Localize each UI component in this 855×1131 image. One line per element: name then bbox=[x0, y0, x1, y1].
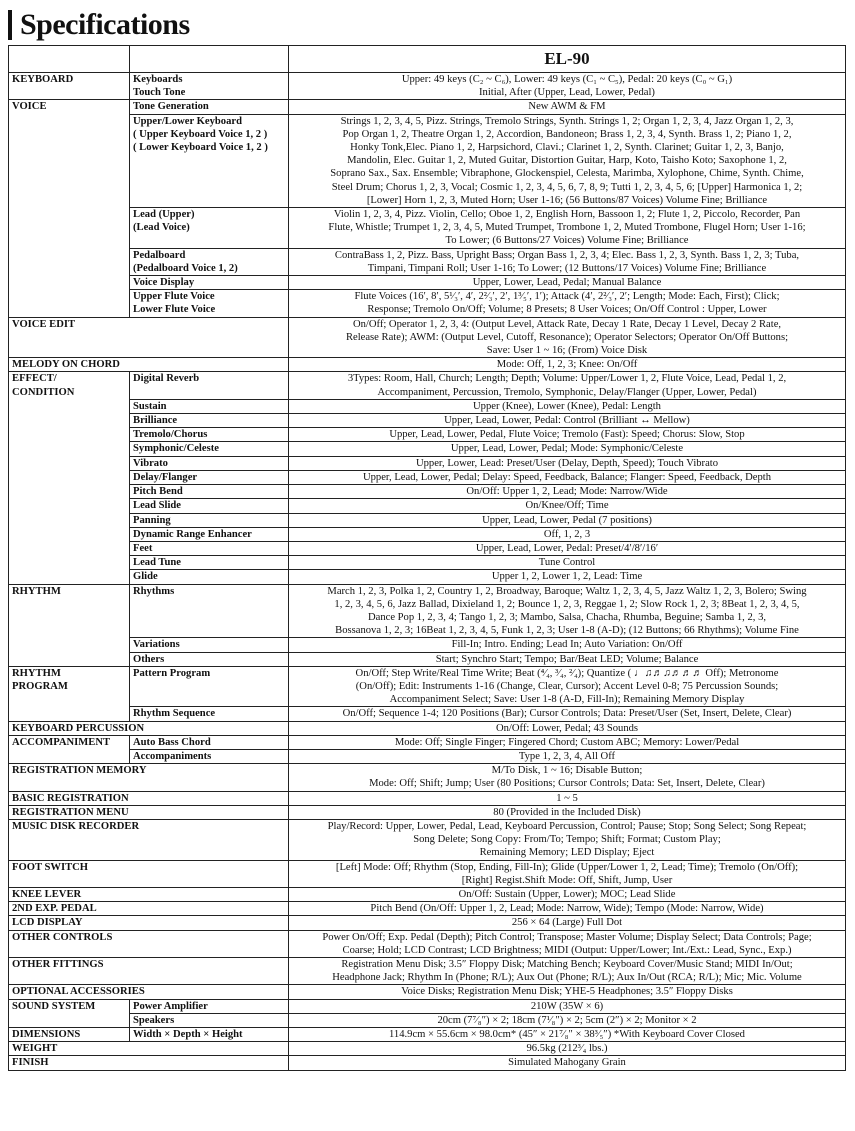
spec-value bbox=[289, 428, 846, 442]
spec-category: KEYBOARD bbox=[9, 73, 130, 100]
spec-value bbox=[289, 276, 846, 290]
spec-subcategory-line: Digital Reverb bbox=[133, 373, 200, 385]
spec-value bbox=[289, 470, 846, 484]
spec-category: REGISTRATION MENU bbox=[9, 805, 289, 819]
spec-value-line: Upper, Lower, Lead, Pedal; Manual Balance bbox=[472, 277, 662, 289]
model-header-row bbox=[9, 46, 846, 73]
spec-value bbox=[289, 764, 846, 791]
spec-subcategory-line: Pedalboard bbox=[133, 249, 186, 261]
spec-row bbox=[9, 819, 846, 860]
spec-value bbox=[289, 358, 846, 372]
spec-value-line: On/Knee/Off; Time bbox=[525, 500, 609, 512]
spec-category: DIMENSIONS bbox=[9, 1028, 130, 1042]
spec-value-line: Violin 1, 2, 3, 4, Pizz. Violin, Cello; Oboe 1, 2, English Horn, Bassoon 1, 2; Flute 1, 2, Piccolo, Recorder, Pan bbox=[333, 209, 801, 221]
spec-category: REGISTRATION MEMORY bbox=[9, 764, 289, 791]
spec-subcategory bbox=[130, 527, 289, 541]
spec-subcategory-line: Rhythm Sequence bbox=[133, 708, 216, 720]
spec-row bbox=[9, 1013, 846, 1027]
model-blank-cell bbox=[130, 46, 289, 73]
spec-row bbox=[9, 930, 846, 957]
spec-value-line: [Left] Mode: Off; Rhythm (Stop, Ending, Fill-In); Glide (Upper/Lower 1, 2, Lead; Time); Tremolo (On/Off); bbox=[335, 861, 799, 873]
spec-subcategory-line: Width × Depth × Height bbox=[133, 1029, 243, 1041]
spec-row bbox=[9, 902, 846, 916]
spec-value bbox=[289, 414, 846, 428]
spec-subcategory-line: Touch Tone bbox=[133, 87, 186, 99]
spec-subcategory bbox=[130, 208, 289, 249]
spec-row bbox=[9, 358, 846, 372]
spec-value-line: Headphone Jack; Rhythm In (Phone; R/L); Aux Out (Phone; R/L); Aux In/Out (RCA; R/L); Mic; Mic. Volume bbox=[332, 972, 802, 984]
spec-value-line: Upper, Lead, Lower, Pedal, Flute Voice; Tremolo (Fast): Speed; Chorus: Slow, Stop bbox=[389, 429, 745, 441]
spec-subcategory-line: Feet bbox=[133, 542, 153, 554]
spec-row bbox=[9, 208, 846, 249]
spec-value-line: Flute Voices (16′, 8′, 5¹⁄₃′, 4′, 2²⁄₃′, 2′, 1³⁄₅′, 1′); Attack (4′, 2²⁄₃′, 2′; Length; Mode: Each, First); Click; bbox=[354, 291, 780, 303]
spec-subcategory bbox=[130, 73, 289, 100]
spec-subcategory-line: Dynamic Range Enhancer bbox=[133, 528, 252, 540]
spec-subcategory bbox=[130, 584, 289, 638]
spec-value-line: 256 × 64 (Large) Full Dot bbox=[511, 917, 623, 929]
spec-value bbox=[289, 541, 846, 555]
spec-value-line: Upper: 49 keys (C₂ ~ C₆), Lower: 49 keys (C₁ ~ C₅), Pedal: 20 keys (C₀ ~ G₁) bbox=[401, 74, 733, 85]
spec-subcategory bbox=[130, 499, 289, 513]
spec-row bbox=[9, 485, 846, 499]
spec-subcategory-line: Brilliance bbox=[133, 415, 178, 427]
spec-value bbox=[289, 1042, 846, 1056]
spec-subcategory-line: Lead Slide bbox=[133, 500, 181, 512]
spec-value bbox=[289, 527, 846, 541]
spec-row bbox=[9, 114, 846, 207]
spec-value bbox=[289, 442, 846, 456]
spec-subcategory bbox=[130, 1013, 289, 1027]
spec-row bbox=[9, 584, 846, 638]
spec-category: OPTIONAL ACCESSORIES bbox=[9, 985, 289, 999]
spec-value-line: On/Off: Upper 1, 2, Lead; Mode: Narrow/Wide bbox=[466, 486, 668, 498]
spec-subcategory bbox=[130, 100, 289, 114]
spec-category: KEYBOARD PERCUSSION bbox=[9, 721, 289, 735]
spec-value-line: March 1, 2, 3, Polka 1, 2, Country 1, 2, Broadway, Baroque; Waltz 1, 2, 3, 4, 5, Jazz Waltz 1, 2, 3, Bolero; Swing bbox=[327, 585, 807, 597]
spec-row bbox=[9, 916, 846, 930]
spec-value-line: New AWM & FM bbox=[528, 101, 606, 113]
spec-row bbox=[9, 317, 846, 358]
model-blank-cell bbox=[9, 46, 130, 73]
spec-value-line: Registration Menu Disk; 3.5″ Floppy Disk; Matching Bench; Keyboard Cover/Music Stand; MIDI In/Out; bbox=[341, 959, 793, 970]
spec-row bbox=[9, 721, 846, 735]
spec-subcategory-line: Voice Display bbox=[133, 277, 195, 289]
spec-subcategory-line: Auto Bass Chord bbox=[133, 736, 211, 748]
spec-value bbox=[289, 399, 846, 413]
spec-value bbox=[289, 73, 846, 100]
spec-value bbox=[289, 902, 846, 916]
spec-table bbox=[8, 45, 846, 1071]
spec-value-line: Pitch Bend (On/Off: Upper 1, 2, Lead; Mode: Narrow, Wide); Tempo (Mode: Narrow, Wide) bbox=[370, 903, 764, 915]
spec-row bbox=[9, 414, 846, 428]
spec-value-line: 80 (Provided in the Included Disk) bbox=[493, 806, 641, 818]
spec-subcategory bbox=[130, 399, 289, 413]
spec-value bbox=[289, 456, 846, 470]
spec-category: VOICE EDIT bbox=[9, 317, 289, 358]
spec-subcategory bbox=[130, 666, 289, 707]
spec-value-line: [Right] Regist.Shift Mode: Off, Shift, Jump, User bbox=[461, 874, 673, 886]
spec-row bbox=[9, 276, 846, 290]
spec-subcategory-line: Speakers bbox=[133, 1014, 175, 1026]
spec-row bbox=[9, 764, 846, 791]
spec-value bbox=[289, 208, 846, 249]
spec-row bbox=[9, 999, 846, 1013]
spec-subcategory-line: Keyboards bbox=[133, 74, 183, 85]
spec-row bbox=[9, 100, 846, 114]
spec-value-line: Simulated Mahogany Grain bbox=[508, 1057, 626, 1069]
spec-subcategory-line: Pitch Bend bbox=[133, 486, 183, 498]
spec-subcategory bbox=[130, 541, 289, 555]
spec-category: OTHER FITTINGS bbox=[9, 958, 289, 985]
spec-value-line: 96.5kg (212³⁄₄ lbs.) bbox=[526, 1043, 608, 1055]
spec-category: VOICE bbox=[9, 100, 130, 317]
spec-value-line: Upper 1, 2, Lower 1, 2, Lead: Time bbox=[491, 571, 643, 583]
spec-row bbox=[9, 470, 846, 484]
spec-value bbox=[289, 1028, 846, 1042]
spec-subcategory bbox=[130, 276, 289, 290]
spec-value bbox=[289, 791, 846, 805]
spec-value bbox=[289, 666, 846, 707]
spec-subcategory-line: Pattern Program bbox=[133, 667, 211, 679]
spec-value-line: Bossanova 1, 2, 3; 16Beat 1, 2, 3, 4, 5, Funk 1, 2, 3; User 1-8 (A-D); (12 Buttons; 66 Rhythms); Volume Fine bbox=[335, 625, 799, 637]
spec-value-line: Strings 1, 2, 3, 4, 5, Pizz. Strings, Tremolo Strings, Synth. Strings 1, 2; Organ 1, 2, 3, 4, Jazz Organ 1, 2, 3, bbox=[340, 115, 794, 127]
spec-value-line: Upper, Lower, Lead: Preset/User (Delay, Depth, Speed); Touch Vibrato bbox=[415, 457, 719, 469]
spec-value bbox=[289, 638, 846, 652]
spec-row bbox=[9, 541, 846, 555]
spec-subcategory-line: Variations bbox=[133, 639, 180, 651]
spec-row bbox=[9, 791, 846, 805]
spec-category bbox=[9, 666, 130, 721]
spec-value-line: 114.9cm × 55.6cm × 98.0cm* (45″ × 21⁷⁄₈″ × 38³⁄₅″) *With Keyboard Cover Closed bbox=[389, 1029, 745, 1041]
spec-subcategory-line: Accompaniments bbox=[133, 750, 212, 762]
spec-subcategory-line: ( Upper Keyboard Voice 1, 2 ) bbox=[133, 128, 268, 140]
spec-value-line: Upper (Knee), Lower (Knee), Pedal: Length bbox=[473, 400, 661, 412]
spec-row bbox=[9, 499, 846, 513]
spec-row bbox=[9, 805, 846, 819]
spec-value-line: Dance Pop 1, 2, 3, 4; Tango 1, 2, 3; Mambo, Salsa, Chacha, Rhumba, Beguine; Samba 1, 2, 3, bbox=[367, 611, 767, 623]
spec-subcategory bbox=[130, 735, 289, 749]
spec-value bbox=[289, 372, 846, 399]
spec-row bbox=[9, 399, 846, 413]
spec-value bbox=[289, 749, 846, 763]
spec-value-line: Accompaniment Select; Save: User 1-8 (A-D, Fill-In); Remaining Memory Display bbox=[389, 694, 745, 706]
spec-category: SOUND SYSTEM bbox=[9, 999, 130, 1027]
spec-subcategory-line: Symphonic/Celeste bbox=[133, 443, 219, 455]
spec-row bbox=[9, 372, 846, 399]
spec-subcategory bbox=[130, 485, 289, 499]
spec-value-line: Upper, Lead, Lower, Pedal; Delay: Speed, Feedback, Balance; Flanger: Speed, Feedback, Depth bbox=[362, 471, 772, 483]
spec-subcategory bbox=[130, 290, 289, 317]
spec-value bbox=[289, 999, 846, 1013]
spec-value bbox=[289, 317, 846, 358]
spec-subcategory bbox=[130, 248, 289, 275]
spec-subcategory-line: Upper/Lower Keyboard bbox=[133, 115, 242, 127]
spec-subcategory bbox=[130, 513, 289, 527]
spec-value-line: On/Off: Lower, Pedal; 43 Sounds bbox=[495, 722, 639, 734]
spec-value-line: To Lower; (6 Buttons/27 Voices) Volume Fine; Brilliance bbox=[445, 235, 689, 247]
spec-subcategory-line: Sustain bbox=[133, 400, 167, 412]
spec-category-line: CONDITION bbox=[12, 386, 75, 398]
spec-row bbox=[9, 456, 846, 470]
spec-subcategory bbox=[130, 707, 289, 721]
spec-subcategory bbox=[130, 428, 289, 442]
spec-row bbox=[9, 1056, 846, 1070]
spec-subcategory-line: ( Lower Keyboard Voice 1, 2 ) bbox=[133, 142, 268, 154]
spec-category-line: RHYTHM bbox=[12, 667, 61, 679]
spec-value bbox=[289, 1013, 846, 1027]
spec-category-line: EFFECT/ bbox=[12, 373, 57, 385]
spec-value-line: Mode: Off, 1, 2, 3; Knee: On/Off bbox=[496, 359, 638, 371]
spec-value bbox=[289, 485, 846, 499]
spec-subcategory-line: Glide bbox=[133, 571, 158, 583]
spec-value-line: ContraBass 1, 2, Pizz. Bass, Upright Bass; Organ Bass 1, 2, 3, 4; Elec. Bass 1, 2, 3, Synth. Bass 1, 2, 3; Tuba, bbox=[334, 249, 800, 261]
spec-subcategory bbox=[130, 570, 289, 584]
spec-value-line: Initial, After (Upper, Lead, Lower, Pedal) bbox=[479, 87, 655, 99]
spec-value bbox=[289, 248, 846, 275]
spec-value bbox=[289, 570, 846, 584]
spec-row bbox=[9, 248, 846, 275]
page-title: Specifications bbox=[20, 8, 190, 41]
spec-category: FOOT SWITCH bbox=[9, 860, 289, 887]
spec-subcategory bbox=[130, 638, 289, 652]
spec-row bbox=[9, 570, 846, 584]
spec-subcategory-line: Lead (Upper) bbox=[133, 209, 195, 221]
spec-subcategory bbox=[130, 470, 289, 484]
page-header bbox=[8, 8, 190, 42]
spec-row bbox=[9, 749, 846, 763]
spec-value bbox=[289, 916, 846, 930]
spec-row bbox=[9, 428, 846, 442]
spec-category: WEIGHT bbox=[9, 1042, 289, 1056]
spec-subcategory-line: (Lead Voice) bbox=[133, 222, 190, 234]
spec-value bbox=[289, 985, 846, 999]
spec-value-line: On/Off; Sequence 1-4; 120 Positions (Bar); Cursor Controls; Data: Preset/User (Set, Insert, Delete, Clear) bbox=[342, 708, 792, 720]
spec-row bbox=[9, 735, 846, 749]
spec-subcategory-line: Panning bbox=[133, 514, 171, 526]
spec-value-line: Voice Disks; Registration Menu Disk; YHE-5 Headphones; 3.5″ Floppy Disks bbox=[401, 986, 733, 998]
spec-value-line: 20cm (7⁷⁄₈″) × 2; 18cm (7¹⁄₈″) × 2; 5cm (2″) × 2; Monitor × 2 bbox=[437, 1014, 697, 1026]
spec-subcategory bbox=[130, 372, 289, 399]
spec-value bbox=[289, 290, 846, 317]
spec-subcategory bbox=[130, 1028, 289, 1042]
spec-row bbox=[9, 860, 846, 887]
spec-row bbox=[9, 652, 846, 666]
spec-category: RHYTHM bbox=[9, 584, 130, 666]
spec-category bbox=[9, 372, 130, 584]
spec-subcategory bbox=[130, 749, 289, 763]
spec-subcategory bbox=[130, 114, 289, 207]
spec-value-line: Soprano Sax., Sax. Ensemble; Vibraphone, Glockenspiel, Celesta, Marimba, Xylophone, Chime, Synth. Chime, bbox=[330, 168, 804, 180]
spec-value-line: Power On/Off; Exp. Pedal (Depth); Pitch Control; Transpose; Master Volume; Display Select; Data Controls; Page; bbox=[322, 931, 812, 943]
spec-subcategory bbox=[130, 652, 289, 666]
spec-subcategory-line: Upper Flute Voice bbox=[133, 291, 215, 303]
spec-value-line: Response; Tremolo On/Off; Volume; 8 Presets; 8 User Voices; On/Off Control : Upper, Lower bbox=[367, 304, 767, 316]
spec-subcategory bbox=[130, 442, 289, 456]
spec-category: LCD DISPLAY bbox=[9, 916, 289, 930]
spec-subcategory bbox=[130, 999, 289, 1013]
spec-row bbox=[9, 985, 846, 999]
spec-value-line: Song Delete; Song Copy: From/To; Tempo; Shift; Format; Custom Play; bbox=[413, 834, 721, 846]
spec-value bbox=[289, 100, 846, 114]
spec-value bbox=[289, 584, 846, 638]
spec-category: FINISH bbox=[9, 1056, 289, 1070]
spec-value-line: Coarse; Hold; LCD Contrast; LCD Brightness; MIDI (Output: Upper/Lower; Int./Ext.: Lead, Sync., Exp.) bbox=[342, 944, 792, 956]
spec-value-line: M/To Disk, 1 ~ 16; Disable Button; bbox=[491, 765, 643, 777]
spec-row bbox=[9, 638, 846, 652]
spec-value-line: Pop Organ 1, 2, Theatre Organ 1, 2, Accordion, Bandoneon; Brass 1, 2, 3, 4, Synth. Brass 1, 2; Piano 1, 2, bbox=[342, 128, 792, 140]
spec-subcategory bbox=[130, 414, 289, 428]
spec-subcategory-line: Power Amplifier bbox=[133, 1000, 208, 1012]
spec-value bbox=[289, 805, 846, 819]
spec-subcategory-line: (Pedalboard Voice 1, 2) bbox=[133, 262, 238, 274]
spec-value-line: Upper, Lead, Lower, Pedal: Preset/4′/8′/16′ bbox=[475, 542, 659, 554]
spec-value-line: On/Off: Sustain (Upper, Lower); MOC; Lead Slide bbox=[458, 888, 676, 900]
spec-row bbox=[9, 513, 846, 527]
spec-subcategory-line: Tone Generation bbox=[133, 101, 209, 113]
spec-value-line: Save: User 1 ~ 16; (From) Voice Disk bbox=[486, 345, 648, 357]
spec-value bbox=[289, 513, 846, 527]
spec-value-line: Release Rate); AWM: (Output Level, Cutoff, Resonance); Operator Selectors; Operator On/Off Buttons; bbox=[345, 331, 789, 343]
spec-subcategory bbox=[130, 456, 289, 470]
spec-value bbox=[289, 930, 846, 957]
spec-row bbox=[9, 887, 846, 901]
spec-value bbox=[289, 499, 846, 513]
spec-subcategory-line: Lead Tune bbox=[133, 557, 181, 569]
spec-value-line: Off, 1, 2, 3 bbox=[543, 528, 591, 540]
spec-value-line: Mode: Off; Single Finger; Fingered Chord; Custom ABC; Memory: Lower/Pedal bbox=[394, 736, 740, 748]
spec-value bbox=[289, 819, 846, 860]
model-name: EL-90 bbox=[289, 46, 846, 73]
spec-value-line: Mode: Off; Shift; Jump; User (80 Positions; Cursor Controls; Data: Set, Insert, Delete, Clear) bbox=[369, 778, 765, 790]
spec-value-line: On/Off; Step Write/Real Time Write; Beat (⁴⁄₄, ³⁄₄, ²⁄₄); Quantize ( ♩♫♬♫♬♬♬ Off); Metronome bbox=[355, 667, 779, 679]
spec-value-line: Type 1, 2, 3, 4, All Off bbox=[518, 750, 616, 762]
spec-value-line: Tune Control bbox=[538, 557, 596, 569]
spec-category-line: PROGRAM bbox=[12, 680, 68, 692]
spec-value bbox=[289, 721, 846, 735]
spec-value bbox=[289, 652, 846, 666]
spec-value-line: (On/Off); Edit: Instruments 1-16 (Change, Clear, Cursor); Accent Level 0-8; 75 Percussion Sounds; bbox=[355, 680, 779, 692]
spec-value bbox=[289, 860, 846, 887]
spec-value-line: 1 ~ 5 bbox=[556, 792, 578, 804]
spec-value-line: 3Types: Room, Hall, Church; Length; Depth; Volume: Upper/Lower 1, 2, Flute Voice, Lead, Pedal 1, 2, bbox=[347, 373, 787, 385]
spec-subcategory-line: Others bbox=[133, 653, 165, 665]
spec-value-line: Fill-In; Intro. Ending; Lead In; Auto Variation: On/Off bbox=[451, 639, 683, 651]
spec-value-line: Flute, Whistle; Trumpet 1, 2, 3, 4, 5, Muted Trumpet, Trombone 1, 2, Muted Trombone, Flugel Horn; User 1-16; bbox=[328, 222, 806, 234]
spec-category: OTHER CONTROLS bbox=[9, 930, 289, 957]
spec-row bbox=[9, 958, 846, 985]
spec-category: ACCOMPANIMENT bbox=[9, 735, 130, 763]
spec-row bbox=[9, 290, 846, 317]
spec-subcategory bbox=[130, 556, 289, 570]
spec-value-line: Remaining Memory; LED Display; Eject bbox=[479, 847, 655, 859]
spec-value-line: Accompaniment, Percussion, Tremolo, Symphonic, Delay/Flanger (Upper, Lower, Pedal) bbox=[377, 386, 757, 398]
header-accent-bar bbox=[8, 10, 12, 40]
spec-row bbox=[9, 666, 846, 707]
spec-row bbox=[9, 1042, 846, 1056]
spec-value-line: [Lower] Horn 1, 2, 3, Muted Horn; User 1-16; (56 Buttons/87 Voices) Volume Fine; Brilliance bbox=[366, 194, 768, 206]
spec-value bbox=[289, 707, 846, 721]
spec-subcategory-line: Rhythms bbox=[133, 585, 175, 597]
spec-category: 2ND EXP. PEDAL bbox=[9, 902, 289, 916]
spec-value bbox=[289, 958, 846, 985]
spec-value bbox=[289, 114, 846, 207]
spec-row bbox=[9, 556, 846, 570]
spec-value bbox=[289, 556, 846, 570]
spec-subcategory-line: Tremolo/Chorus bbox=[133, 429, 208, 441]
spec-value-line: Upper, Lead, Lower, Pedal: Control (Brilliant ↔ Mellow) bbox=[444, 415, 690, 427]
spec-row bbox=[9, 442, 846, 456]
spec-value-line: Play/Record: Upper, Lower, Pedal, Lead, Keyboard Percussion, Control; Pause; Stop; Song Select; Song Repeat; bbox=[327, 820, 807, 832]
spec-value-line: Honky Tonk,Elec. Piano 1, 2, Harpsichord, Clavi.; Clarinet 1, 2, Synth. Clarinet; Guitar 1, 2, 3, Banjo, bbox=[350, 142, 784, 154]
spec-value-line: Mandolin, Elec. Guitar 1, 2, Muted Guitar, Distortion Guitar, Harp, Koto, Taisho Koto; Saxophone 1, 2, bbox=[347, 155, 787, 167]
spec-value bbox=[289, 1056, 846, 1070]
spec-category: KNEE LEVER bbox=[9, 887, 289, 901]
spec-value-line: Start; Synchro Start; Tempo; Bar/Beat LED; Volume; Balance bbox=[435, 653, 699, 665]
spec-subcategory-line: Delay/Flanger bbox=[133, 471, 198, 483]
spec-value-line: Upper, Lead, Lower, Pedal; Mode: Symphonic/Celeste bbox=[450, 443, 684, 455]
spec-value bbox=[289, 735, 846, 749]
spec-value-line: 1, 2, 3, 4, 5, 6, Jazz Ballad, Dixieland 1, 2; Bounce 1, 2, 3, Reggae 1, 2; Slow Rock 1, 2, 3; 8Beat 1, 2, 3, 4, 5, bbox=[334, 598, 800, 610]
spec-category: MUSIC DISK RECORDER bbox=[9, 819, 289, 860]
spec-row bbox=[9, 707, 846, 721]
spec-row bbox=[9, 527, 846, 541]
spec-value bbox=[289, 887, 846, 901]
spec-value-line: 210W (35W × 6) bbox=[530, 1000, 604, 1012]
spec-row bbox=[9, 73, 846, 100]
spec-subcategory-line: Lower Flute Voice bbox=[133, 304, 216, 316]
spec-value-line: On/Off; Operator 1, 2, 3, 4: (Output Level, Attack Rate, Decay 1 Rate, Decay 1 Level, Decay 2 Rate, bbox=[352, 318, 782, 330]
spec-value-line: Timpani, Timpani Roll; User 1-16; To Lower; (12 Buttons/17 Voices) Volume Fine; Brilliance bbox=[367, 262, 767, 274]
spec-row bbox=[9, 1028, 846, 1042]
spec-value-line: Steel Drum; Chorus 1, 2, 3, Vocal; Cosmic 1, 2, 3, 4, 5, 6, 7, 8, 9; Tutti 1, 2, 3, 4, 5, 6; [Upper] Harmonica 1, 2; bbox=[331, 181, 803, 193]
spec-subcategory-line: Vibrato bbox=[133, 457, 168, 469]
spec-category: MELODY ON CHORD bbox=[9, 358, 289, 372]
spec-value-line: Upper, Lead, Lower, Pedal (7 positions) bbox=[482, 514, 652, 526]
spec-category: BASIC REGISTRATION bbox=[9, 791, 289, 805]
